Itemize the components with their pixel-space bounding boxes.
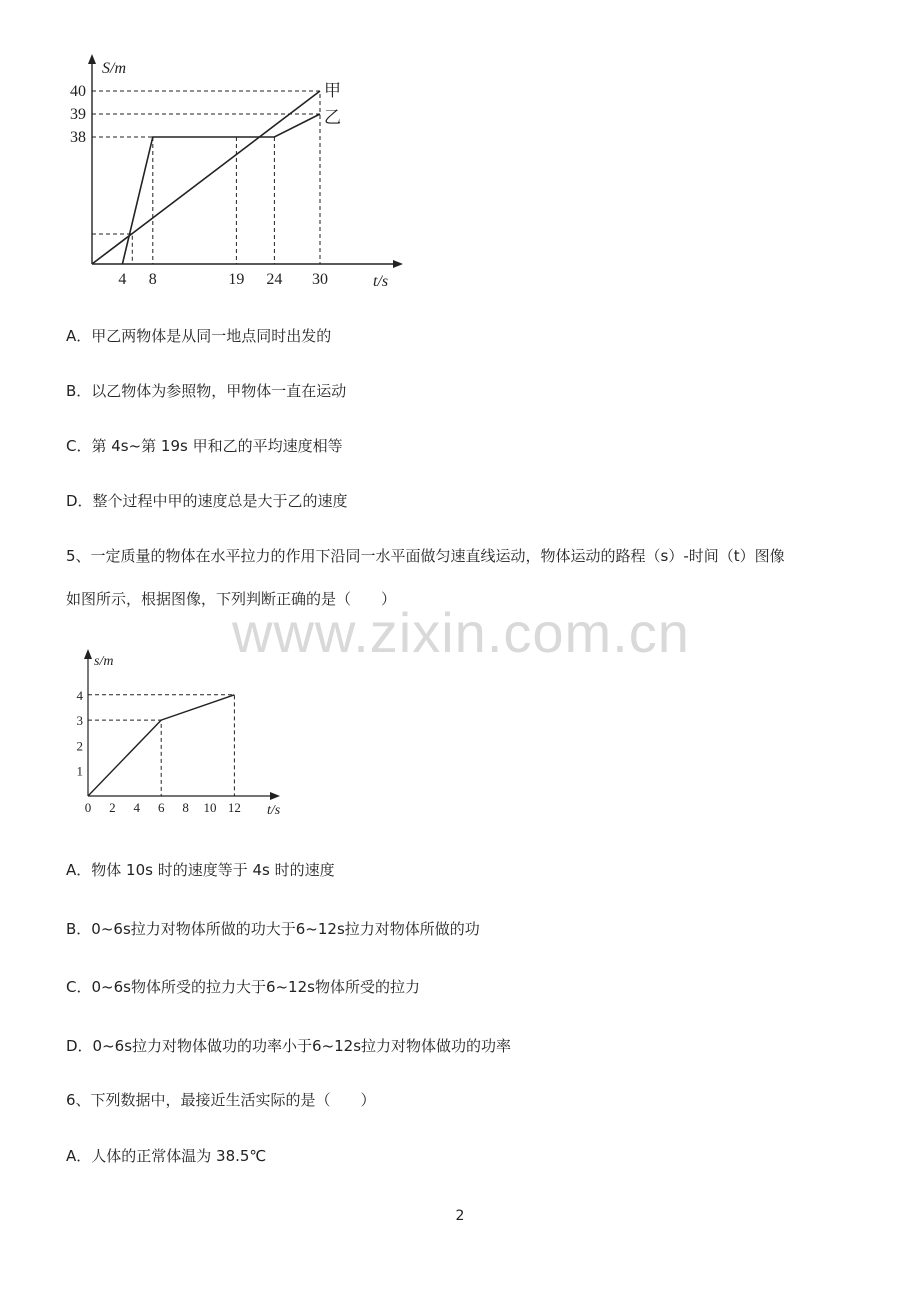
series-yi-line (122, 114, 320, 264)
x-tick-label: 4 (133, 800, 141, 815)
x-axis-label: t/s (267, 803, 281, 818)
x-tick-label: 8 (148, 271, 157, 288)
watermark: www.zixin.com.cn (232, 601, 690, 664)
series-jia-label: 甲 (324, 81, 341, 100)
series-jia-line (92, 91, 320, 264)
q4-option-d: D．整个过程中甲的速度总是大于乙的速度 (66, 492, 348, 510)
x-tick-label: 2 (109, 800, 116, 815)
y-axis-arrow (84, 649, 92, 659)
q5-option-d: D．0~6s拉力对物体做功的功率小于6~12s拉力对物体做功的功率 (66, 1037, 512, 1055)
x-tick-label: 19 (228, 271, 245, 288)
q5-option-a: A．物体 10s 时的速度等于 4s 时的速度 (66, 861, 335, 879)
q4-option-c: C．第 4s~第 19s 甲和乙的平均速度相等 (66, 437, 343, 455)
y-tick-label: 38 (70, 129, 86, 146)
q5-stem-line2: 如图所示，根据图像，下列判断正确的是（ ） (66, 590, 397, 608)
y-tick-label: 4 (76, 687, 83, 703)
q5-option-b: B．0~6s拉力对物体所做的功大于6~12s拉力对物体所做的功 (66, 920, 480, 938)
x-axis-label: t/s (373, 273, 389, 290)
x-tick-label: 4 (118, 271, 127, 288)
y-axis-arrow (88, 54, 96, 64)
x-tick-label: 0 (84, 800, 92, 815)
q4-option-a: A．甲乙两物体是从同一地点同时出发的 (66, 327, 332, 345)
q6-option-a: A．人体的正常体温为 38.5℃ (66, 1147, 267, 1165)
q6-stem: 6、下列数据中，最接近生活实际的是（ ） (66, 1091, 376, 1109)
series-yi-label: 乙 (324, 108, 341, 127)
x-tick-label: 6 (157, 800, 165, 815)
x-tick-label: 24 (266, 271, 283, 288)
x-axis-arrow (270, 792, 280, 800)
x-axis-arrow (393, 260, 403, 268)
page-number: 2 (455, 1208, 465, 1224)
y-axis-label: S/m (102, 60, 126, 77)
chart-distance-time-jia-yi (60, 50, 420, 300)
chart-s-t (60, 645, 300, 825)
x-tick-label: 30 (312, 271, 328, 288)
q4-option-b: B．以乙物体为参照物，甲物体一直在运动 (66, 382, 347, 400)
q5-option-c: C．0~6s物体所受的拉力大于6~12s物体所受的拉力 (66, 978, 420, 996)
q5-stem-line1: 5、一定质量的物体在水平拉力的作用下沿同一水平面做匀速直线运动，物体运动的路程（s）-时间（t）图像 (66, 547, 785, 565)
y-axis-label: s/m (94, 654, 114, 669)
y-tick-label: 39 (70, 106, 86, 123)
x-tick-label: 8 (182, 800, 189, 815)
y-tick-label: 3 (76, 713, 83, 729)
x-tick-label: 10 (203, 800, 217, 815)
x-tick-label: 12 (227, 800, 241, 815)
y-tick-label: 1 (76, 763, 83, 779)
y-tick-label: 40 (70, 83, 86, 100)
y-tick-label: 2 (76, 738, 83, 754)
